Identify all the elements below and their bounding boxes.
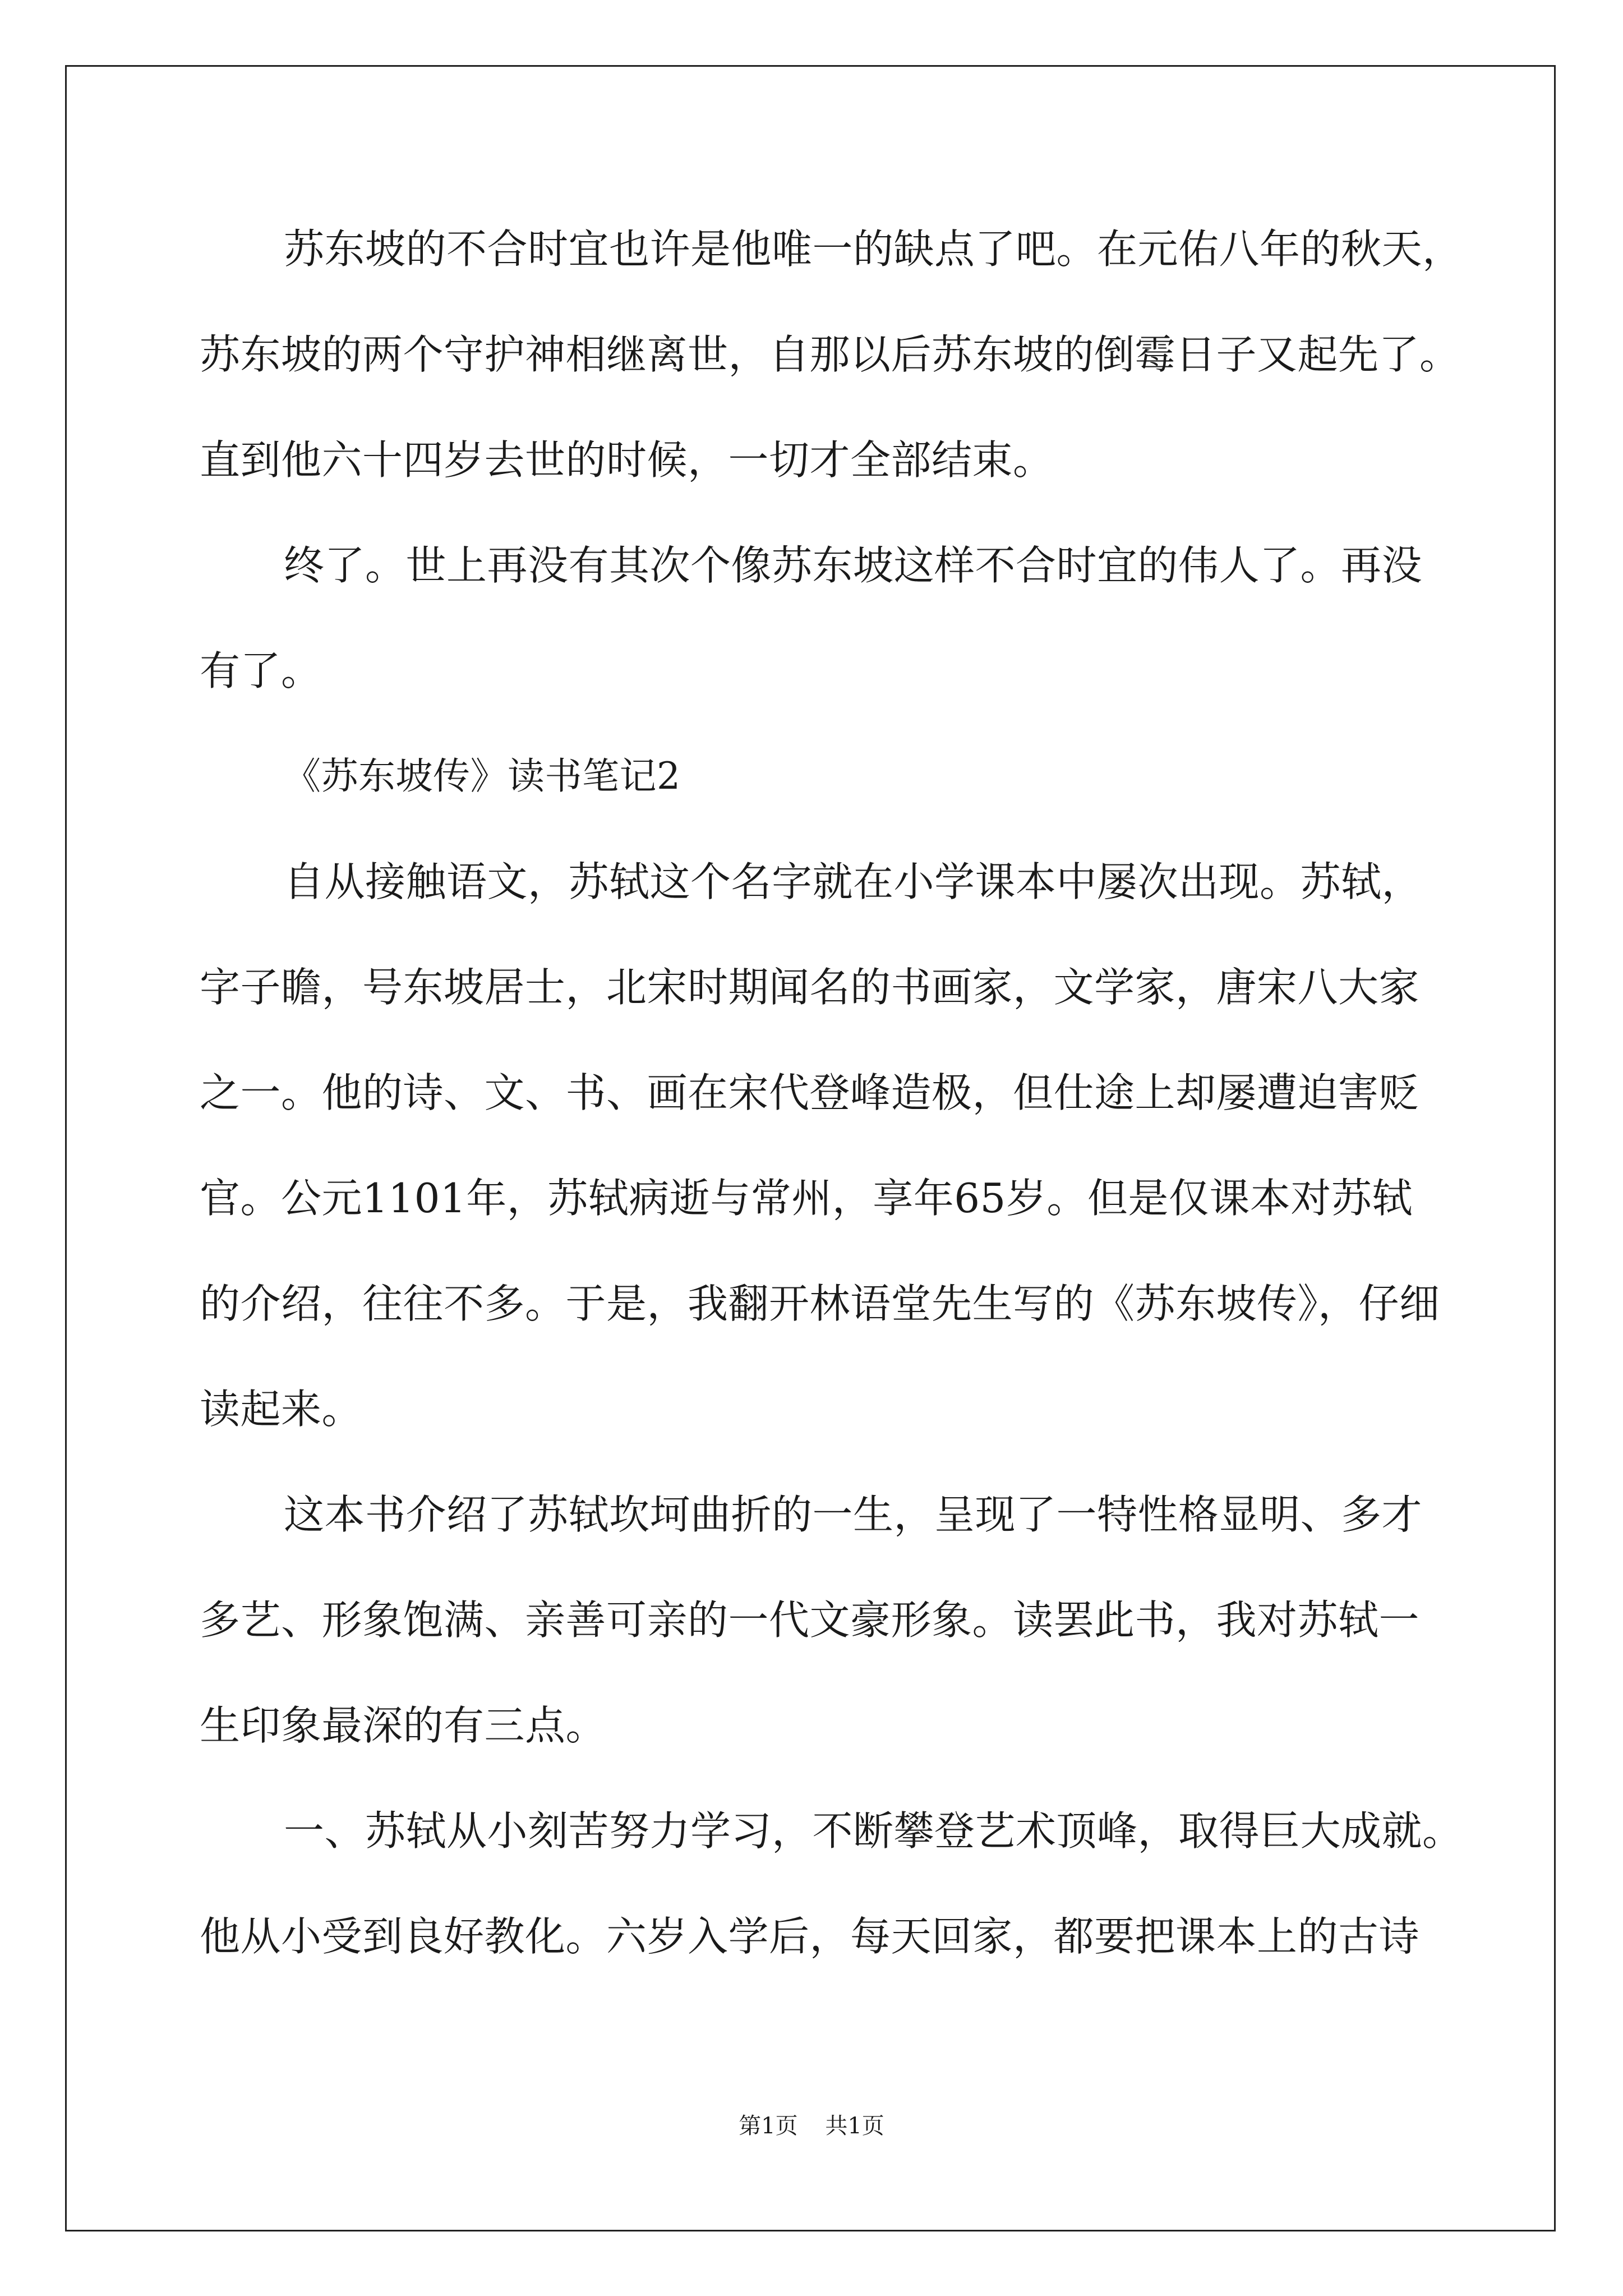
text-line-10: 官。公元1101年，苏轼病逝与常州，享年65岁。但是仅课本对苏轼 [200, 1175, 1413, 1222]
text-line-12: 读起来。 [200, 1386, 363, 1433]
text-line-17: 他从小受到良好教化。六岁入学后，每天回家，都要把课本上的古诗 [200, 1913, 1420, 1960]
page-number-current: 第1页 [739, 2113, 798, 2139]
text-line-9: 之一。他的诗、文、书、画在宋代登峰造极，但仕途上却屡遭迫害贬 [200, 1069, 1420, 1116]
section-heading: 《苏东坡传》读书笔记2 [284, 754, 681, 798]
text-line-13: 这本书介绍了苏轼坎坷曲折的一生，呈现了一特性格显明、多才 [284, 1491, 1423, 1538]
text-line-14: 多艺、形象饱满、亲善可亲的一代文豪形象。读罢此书，我对苏轼一 [200, 1596, 1420, 1644]
text-line-7: 自从接触语文，苏轼这个名字就在小学课本中屡次出现。苏轼， [284, 858, 1423, 905]
text-line-15: 生印象最深的有三点。 [200, 1702, 607, 1749]
text-line-4: 终了。世上再没有其次个像苏东坡这样不合时宜的伟人了。再没 [284, 542, 1423, 589]
document-body [200, 213, 1463, 2006]
page-number-total: 共1页 [825, 2113, 884, 2139]
text-line-2: 苏东坡的两个守护神相继离世，自那以后苏东坡的倒霉日子又起先了。 [200, 331, 1460, 378]
text-line-11: 的介绍，往往不多。于是，我翻开林语堂先生写的《苏东坡传》，仔细 [200, 1280, 1440, 1327]
text-line-1: 苏东坡的不合时宜也许是他唯一的缺点了吧。在元佑八年的秋天， [284, 226, 1463, 273]
page-footer [0, 2108, 1623, 2140]
text-line-8: 字子瞻，号东坡居士，北宋时期闻名的书画家，文学家，唐宋八大家 [200, 964, 1420, 1011]
text-line-3: 直到他六十四岁去世的时候，一切才全部结束。 [200, 436, 1054, 484]
text-line-5: 有了。 [200, 647, 322, 694]
text-line-16: 一、苏轼从小刻苦努力学习，不断攀登艺术顶峰，取得巨大成就。 [284, 1807, 1463, 1855]
